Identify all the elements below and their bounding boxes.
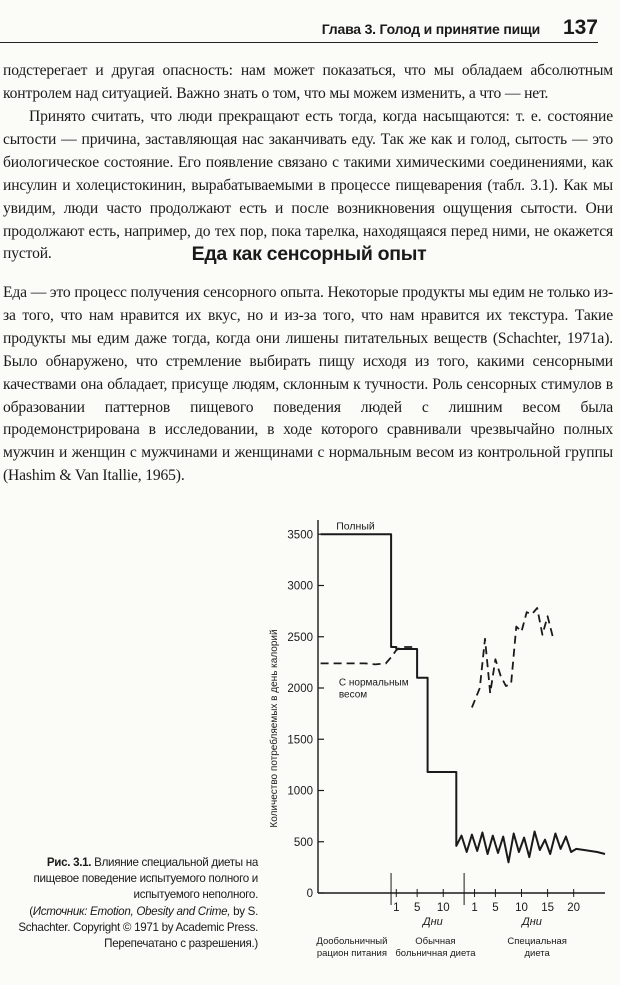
annotation-obese: Полный [336,520,375,533]
y-tick-label: 0 [306,888,313,900]
section-heading: Еда как сенсорный опыт [191,243,427,265]
paragraph-1: подстерегает и другая опасность: нам может показаться, что мы обладаем абсолютным контролем над ситуацией. Важно знать о том, что мы можем изменить, а что — нет. [3,62,613,102]
x-tick-label: 5 [413,902,421,914]
annotation-normal-weight: весом [338,689,368,701]
phase-label: Обычная [415,936,456,947]
caption-label: Рис. 3.1. [46,856,92,869]
y-tick-label: 1500 [287,734,313,747]
caption-source-open: ( [29,904,33,918]
y-tick-label: 2000 [287,683,313,695]
day-axis-label: Дни [521,916,542,928]
x-tick-label: 1 [393,902,400,914]
x-tick-label: 5 [492,902,499,914]
x-tick-label: 15 [541,902,554,914]
paragraph-3: Еда — это процесс получения сенсорного опыта. Некоторые продукты мы едим не только из-за того, что нам нравится их вкус, но и из-за того, что нам нравится их текстура. Такие продукты мы едим даже тогда, когда они лишены питательных веществ (Schachter, 1971a). Было обнаружено, что стремление выбирать пищу исходя из того, какими сенсорными качествами она обладает, присуще людям, склонным к тучности. Роль сенсорных стимулов в образовании паттернов пищевого поведения людей с лишним весом была продемонстрирована в исследовании, в ходе которого сравнивали чрезвычайно полных мужчин и женщин с мужчинами и женщинами с нормальным весом из контрольной группы (Hashim & Van Itallie, 1965). [3,284,613,485]
paragraph-2: Принято считать, что люди прекращают есть тогда, когда насыщаются: т. е. состояние сытости — причина, заставляющая нас заканчивать еду. Так же как и голод, сытость — это биологическое состояние. Его появление связано с такими химическими соединениями, как инсулин и холецистокинин, вырабатываемыми в процессе пищеварения (табл. 3.1). Как мы увидим, люди часто продолжают есть и после возникновения ощущения сытости. Они продолжают есть, например, до тех пор, пока тарелка, находящаяся перед ними, не окажется пустой. [3,108,613,263]
day-axis-label: Дни [422,916,443,928]
x-tick-label: 10 [515,902,528,914]
phase-label: рацион питания [316,948,388,959]
page-number: 137 [562,16,598,39]
phase-label: Специальная [507,936,567,947]
caption-source-title: Emotion, Obesity and Crime, [87,904,231,918]
y-tick-label: 1000 [287,785,313,798]
y-tick-label: 3000 [287,580,313,593]
phase-label: Дообольничный [316,936,388,947]
y-tick-label: 2500 [287,631,313,644]
chapter-title: Глава 3. Голод и принятие пищи [321,21,540,37]
x-tick-label: 20 [567,902,581,914]
caption-source-rest: by S. Schachter. Copyright © 1971 by Academic Press. Перепечатано с разрешения.) [18,904,258,951]
y-axis-title: Количество потребляемых в день калорий [269,629,280,828]
phase-label: больничная диета [395,948,476,959]
series-line-2 [472,608,553,708]
y-tick-label: 3500 [287,529,313,542]
y-tick-label: 500 [293,836,313,849]
caption-source-label: Источник: [32,904,88,918]
figure-caption [8,855,258,952]
annotation-normal-weight: С нормальным [338,677,409,689]
x-tick-label: 1 [471,902,478,914]
x-tick-label: 10 [436,902,450,914]
caption-text: Влияние специальной диеты на пищевое поведение испытуемого полного и испытуемого неполного. [33,856,258,902]
phase-label: диета [524,948,550,959]
